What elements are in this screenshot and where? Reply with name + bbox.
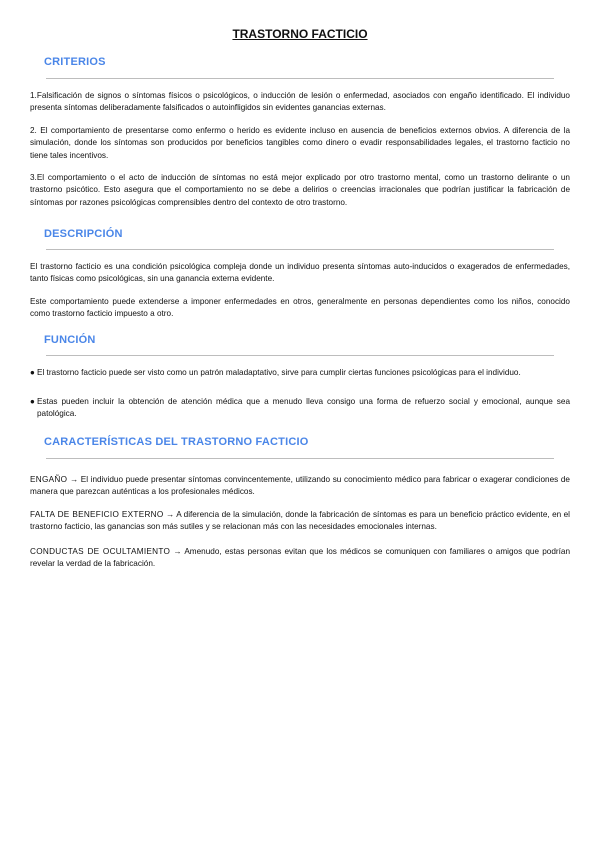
funcion-bullet-text: Estas pueden incluir la obtención de atención médica que a menudo lleva consigo una forma de refuerzo social y emocional, aunque sea patológica. [37, 397, 570, 419]
criterio-3: 3.El comportamiento o el acto de inducción de síntomas no está mejor explicado por otro trastorno mental, como un trastorno delirante o un trastorno psicótico. Esto asegura que el comportamiento no se debe a delirios o creencias irracionales que podrían justificar la fabricación de síntomas por razones psicológicas comprensibles dentro del contexto de otro trastorno. [30, 173, 570, 207]
criterio-2: 2. El comportamiento de presentarse como enfermo o herido es evidente incluso en ausencia de beneficios externos obvios. A diferencia de la simulación, donde los síntomas son producidos por beneficios tangibles como dinero o evadir responsabilidades legales, el trastorno facticio no tiene tales incentivos. [30, 126, 570, 160]
arrow-icon: → [166, 510, 175, 519]
bullet-icon: ● [30, 368, 35, 377]
section-heading-descripcion: DESCRIPCIÓN [44, 228, 123, 240]
caracteristica-falta-beneficio [30, 509, 570, 534]
arrow-icon: → [69, 475, 79, 484]
funcion-bullet-text: El trastorno facticio puede ser visto como un patrón maladaptativo, sirve para cumplir ciertas funciones psicológicas para el individuo. [37, 368, 521, 377]
caracteristica-engano [30, 474, 570, 499]
caracteristica-label: FALTA DE BENEFICIO EXTERNO [30, 510, 164, 519]
arrow-icon: → [173, 547, 182, 556]
section-divider [46, 78, 554, 79]
bullet-icon: ● [30, 397, 35, 406]
descripcion-paragraph-1: El trastorno facticio es una condición psicológica compleja donde un individuo presenta síntomas auto-inducidos o exagerados de enfermedades, tanto físicas como psicológicas, sin una ganancia externa evidente. [30, 262, 570, 284]
funcion-bullet-2 [30, 396, 570, 421]
caracteristica-text: Amenudo, estas personas evitan que los médicos se comuniquen con familiares o amigos que podrían revelar la verdad de la fabricación. [30, 547, 570, 569]
caracteristica-text: El individuo puede presentar síntomas convincentemente, utilizando su conocimiento médico para fabricar o exagerar condiciones de manera que parezcan auténticas a los profesionales médicos. [30, 475, 570, 497]
section-heading-caracteristicas: CARACTERÍSTICAS DEL TRASTORNO FACTICIO [44, 436, 309, 448]
caracteristica-text: A diferencia de la simulación, donde la fabricación de síntomas es para un beneficio práctico evidente, en el trastorno facticio, las ganancias son más sutiles y se relacionan más con las necesidades emocionales internas. [30, 510, 571, 532]
funcion-bullet-1 [30, 367, 570, 379]
section-heading-funcion: FUNCIÓN [44, 334, 96, 346]
section-divider [46, 249, 554, 250]
caracteristica-ocultamiento [30, 546, 570, 571]
descripcion-paragraph-2: Este comportamiento puede extenderse a imponer enfermedades en otros, generalmente en personas dependientes como los niños, conocido como trastorno facticio impuesto a otro. [30, 297, 570, 319]
document-title: TRASTORNO FACTICIO [232, 27, 368, 41]
caracteristica-label: CONDUCTAS DE OCULTAMIENTO [30, 547, 171, 556]
section-divider [46, 355, 554, 356]
criterio-1: 1.Falsificación de signos o síntomas físicos o psicológicos, o inducción de lesión o enfermedad, asociados con engaño identificado. El individuo presenta síntomas deliberadamente falsificados o autoinfligidos sin evidentes ganancias externas. [30, 91, 570, 113]
section-divider [46, 458, 554, 459]
section-heading-criterios: CRITERIOS [44, 56, 106, 68]
caracteristica-label: ENGAÑO [30, 475, 68, 484]
